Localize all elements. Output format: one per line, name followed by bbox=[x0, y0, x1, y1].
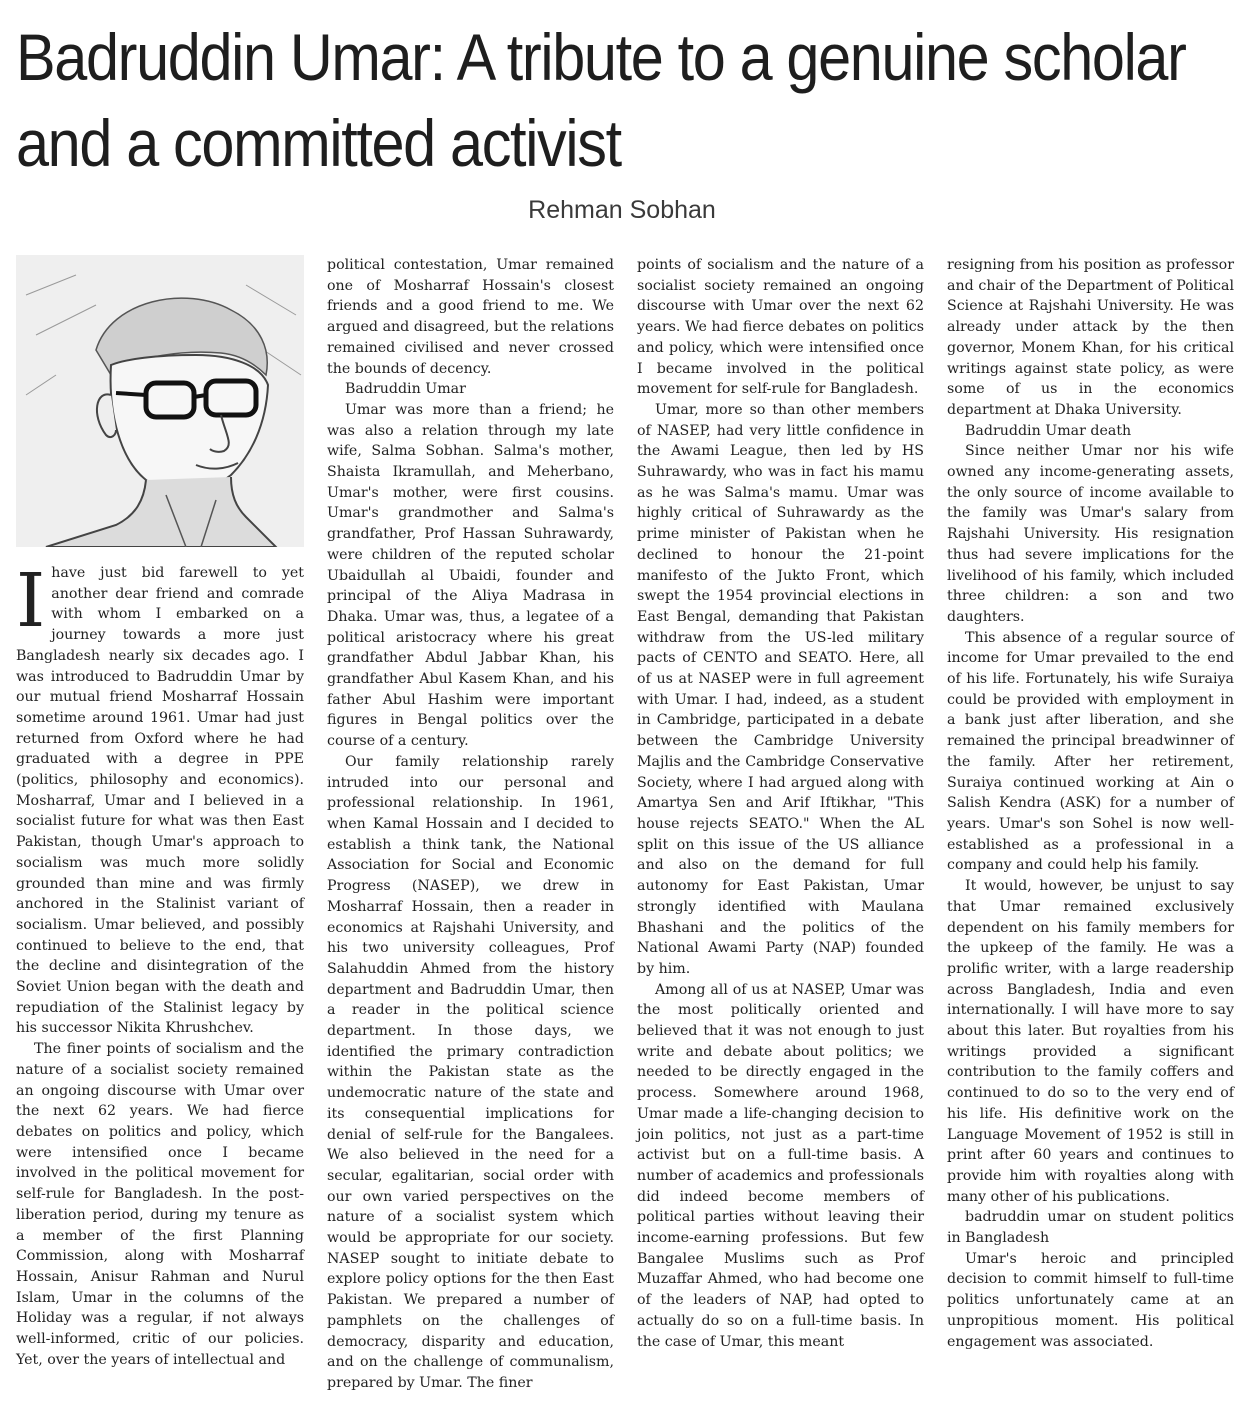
article-column-1 bbox=[16, 255, 304, 1370]
paragraph: resigning from his position as professor and chair of the Department of Political Science at Rajshahi University. He was already under attack by the then governor, Monem Khan, for his critical writings against state policy, as were some of us in the economics department at Dhaka University. bbox=[947, 257, 1234, 418]
subheading: Badruddin Umar death bbox=[965, 422, 1132, 439]
paragraph: points of socialism and the nature of a socialist society remained an ongoing discourse with Umar over the next 62 years. We had fierce debates on politics and policy, which were intensified once I became involved in the political movement for self-rule for Bangladesh. bbox=[637, 257, 924, 398]
headline: Badruddin Umar: A tribute to a genuine scholar and a committed activist bbox=[16, 20, 1186, 180]
paragraph: It would, however, be unjust to say that Umar remained exclusively dependent on his family members for the upkeep of the family. He was a prolific writer, with a large readership across Bangladesh, India and even internationally. I will have more to say about this later. But royalties from his writings provided a significant contribution to the family coffers and continued to do so to the very end of his life. His definitive work on the Language Movement of 1952 is still in print after 60 years and continues to provide him with royalties along with many other of his publications. bbox=[947, 878, 1234, 1205]
paragraph: Since neither Umar nor his wife owned any income-generating assets, the only source of income available to the family was Umar's salary from Rajshahi University. His resignation thus had severe implications for the livelihood of his family, which included three children: a son and two daughters. bbox=[947, 443, 1234, 625]
article-column-3 bbox=[637, 255, 924, 1352]
paragraph: Umar, more so than other members of NASEP, had very little confidence in the Awami League, then led by HS Suhrawardy, who was in fact his mamu as he was Salma's mamu. Umar was highly critical of Suhrawardy as the prime minister of Pakistan when he declined to honour the 21-point manifesto of the Jukto Front, which swept the 1954 provincial elections in East Bengal, demanding that Pakistan withdraw from the US-led military pacts of CENTO and SEATO. Here, all of us at NASEP were in full agreement with Umar. I had, indeed, as a student in Cambridge, participated in a debate between the Cambridge University Majlis and the Cambridge Conservative Society, where I had argued along with Amartya Sen and Arif Iftikhar, "This house rejects SEATO." When the AL split on this issue of the US alliance and also on the demand for full autonomy for East Pakistan, Umar strongly identified with Maulana Bhashani and the politics of the National Awami Party (NAP) founded by him. bbox=[637, 401, 924, 977]
paragraph: Our family relationship rarely intruded into our personal and professional relationship. In 1961, when Kamal Hossain and I decided to establish a think tank, the National Association for Social and Economic Progress (NASEP), we drew in Mosharraf Hossain, then a reader in economics at Rajshahi University, and his two university colleagues, Prof Salahuddin Ahmed from the history department and Badruddin Umar, then a reader in the political science department. In those days, we identified the primary contradiction within the Pakistan state as the undemocratic nature of the state and its consequential implications for denial of self-rule for the Bangalees. We also believed in the need for a secular, egalitarian, social order with our own varied perspectives on the nature of a socialist system which would be appropriate for our society. NASEP sought to initiate debate to explore policy options for the then East Pakistan. We prepared a number of pamphlets on the challenges of democracy, disparity and education, and on the challenge of communalism, prepared by Umar. The finer bbox=[327, 753, 614, 1391]
drop-cap: I bbox=[16, 558, 46, 644]
byline: Rehman Sobhan bbox=[528, 196, 716, 224]
article-column-4 bbox=[947, 255, 1234, 1352]
paragraph: Umar's heroic and principled decision to commit himself to full-time politics unfortunately came at an unpropitious moment. His political engagement was associated. bbox=[947, 1250, 1234, 1350]
paragraph: political contestation, Umar remained one of Mosharraf Hossain's closest friends and a good friend to me. We argued and disagreed, but the relations remained civilised and never crossed the bounds of decency. bbox=[327, 257, 614, 377]
subheading: Badruddin Umar bbox=[345, 381, 466, 398]
article-column-2 bbox=[327, 255, 614, 1394]
paragraph: The finer points of socialism and the nature of a socialist society remained an ongoing discourse with Umar over the next 62 years. We had fierce debates on politics and policy, which were intensified once I became involved in the political movement for self-rule for Bangladesh. In the post-liberation period, during my tenure as a member of the first Planning Commission, along with Mosharraf Hossain, Anisur Rahman and Nurul Islam, Umar in the columns of the Holiday was a regular, if not always well-informed, critic of our policies. Yet, over the years of intellectual and bbox=[16, 1041, 304, 1368]
paragraph: have just bid farewell to yet another dear friend and comrade with whom I embarked on a journey towards a more just Bangladesh nearly six decades ago. I was introduced to Badruddin Umar by our mutual friend Mosharraf Hossain sometime around 1961. Umar had just returned from Oxford where he had graduated with a degree in PPE (politics, philosophy and economics). Mosharraf, Umar and I believed in a socialist future for what was then East Pakistan, though Umar's approach to socialism was much more solidly grounded than mine and was firmly anchored in the Stalinist variant of socialism. Umar believed, and possibly continued to believe to the end, that the decline and disintegration of the Soviet Union began with the death and repudiation of the Stalinist legacy by his successor Nikita Khrushchev. bbox=[16, 565, 304, 1037]
paragraph: Umar was more than a friend; he was also a relation through my late wife, Salma Sobhan. Salma's mother, Shaista Ikramullah, and Meherbano, Umar's mother, were first cousins. Umar's grandmother and Salma's grandfather, Prof Hassan Suhrawardy, were children of the reputed scholar Ubaidullah al Ubaidi, founder and principal of the Aliya Madrasa in Dhaka. Umar was, thus, a legatee of a political aristocracy where his great grandfather Abdul Jabbar Khan, his grandfather Abul Kasem Khan, and his father Abul Hashim were important figures in Bengal politics over the course of a century. bbox=[327, 401, 614, 750]
pencil-sketch-portrait-icon bbox=[16, 255, 304, 547]
paragraph: This absence of a regular source of income for Umar prevailed to the end of his life. Fortunately, his wife Suraiya could be provided with employment in a bank just after liberation, and she remained the principal breadwinner of the family. After her retirement, Suraiya continued working at Ain o Salish Kendra (ASK) for a number of years. Umar's son Sohel is now well-established as a professional in a company and could help his family. bbox=[947, 629, 1234, 874]
paragraph: Among all of us at NASEP, Umar was the most politically oriented and believed that it was not enough to just write and debate about politics; we needed to be directly engaged in the process. Somewhere around 1968, Umar made a life-changing decision to join politics, not just as a part-time activist but on a full-time basis. A number of academics and professionals did indeed become members of political parties without leaving their income-earning professions. But few Bangalee Muslims such as Prof Muzaffar Ahmed, who had become one of the leaders of NAP, had opted to actually do so on a full-time basis. In the case of Umar, this meant bbox=[637, 981, 924, 1350]
subheading: badruddin umar on student politics in Bangladesh bbox=[947, 1209, 1234, 1247]
